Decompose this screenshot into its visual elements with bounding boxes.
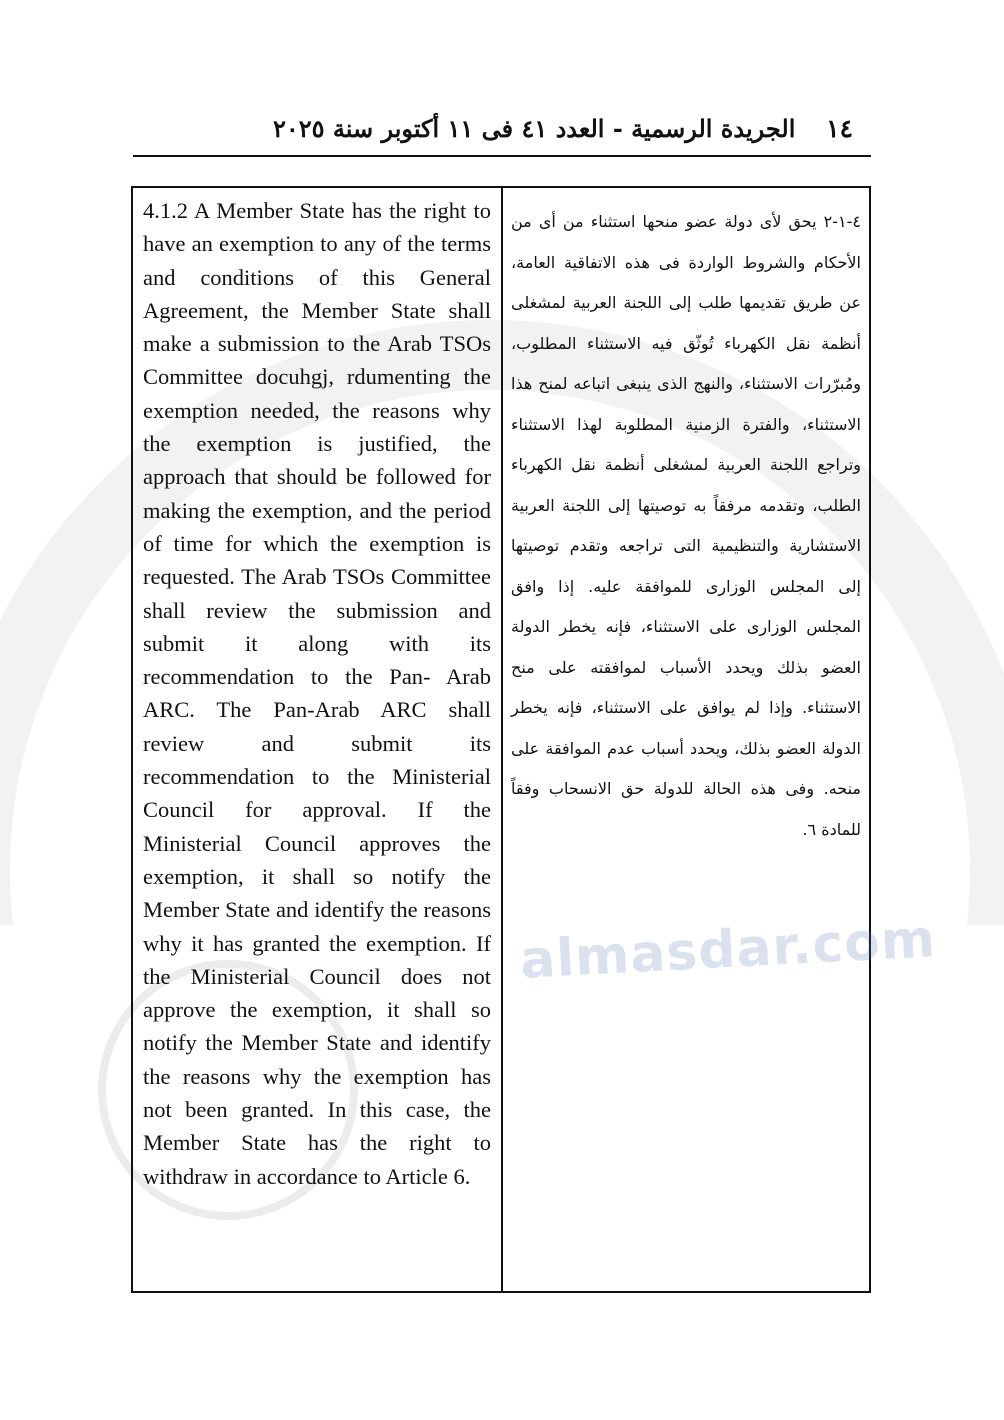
page-header bbox=[133, 112, 871, 152]
bilingual-article-table bbox=[131, 186, 871, 1293]
column-divider bbox=[501, 188, 503, 1291]
english-article-text: 4.1.2 A Member State has the right to have an exemption to any of the terms and conditions of this General Agreement, the Member State shall make a submission to the Arab TSOs Committee docuhgj, rdumenting the exemption needed, the reasons why the exemption is justified, the approach that should be followed for making the exemption, and the period of time for which the exemption is requested. The Arab TSOs Committee shall review the submission and submit it along with its recommendation to the Pan- Arab ARC. The Pan-Arab ARC shall review and submit its recommendation to the Ministerial Council for approval. If the Ministerial Council approves the exemption, it shall so notify the Member State and identify the reasons why it has granted the exemption. If the Ministerial Council does not approve the exemption, it shall so notify the Member State and identify the reasons why the exemption has not been granted. In this case, the Member State has the right to withdraw in accordance to Article 6. bbox=[143, 198, 491, 1189]
watermark-text: almasdar.com bbox=[518, 909, 938, 991]
header-rule bbox=[133, 155, 871, 157]
arabic-article-text: ٤-١-٢ يحق لأى دولة عضو منحها استثناء من أى من الأحكام والشروط الواردة فى هذه الاتفاقية العامة، عن طريق تقديمها طلب إلى اللجنة العربية لمشغلى أنظمة نقل الكهرباء تُوثّق فيه الاستثناء المطلوب، ومُبرّرات الاستثناء، والنهج الذى ينبغى اتباعه لمنح هذا الاستثناء، والفترة الزمنية المطلوبة لهذا الاستثناء وتراجع اللجنة العربية لمشغلى أنظمة نقل الكهرباء الطلب، وتقدمه مرفقاً به توصيتها إلى اللجنة العربية الاستشارية والتنظيمية التى تراجعه وتقدم توصيتها إلى المجلس الوزارى للموافقة عليه. إذا وافق المجلس الوزارى على الاستثناء، فإنه يخطر الدولة العضو بذلك ويحدد الأسباب لموافقته على منح الاستثناء. وإذا لم يوافق على الاستثناء، فإنه يخطر الدولة العضو بذلك، ويحدد أسباب عدم الموافقة على منحه. وفى هذه الحالة للدولة حق الانسحاب وفقاً للمادة ٦. bbox=[511, 212, 861, 839]
gazette-title: الجريدة الرسمية - العدد ٤١ فى ١١ أكتوبر سنة ٢٠٢٥ bbox=[273, 114, 796, 143]
page-number: ١٤ bbox=[826, 114, 853, 143]
